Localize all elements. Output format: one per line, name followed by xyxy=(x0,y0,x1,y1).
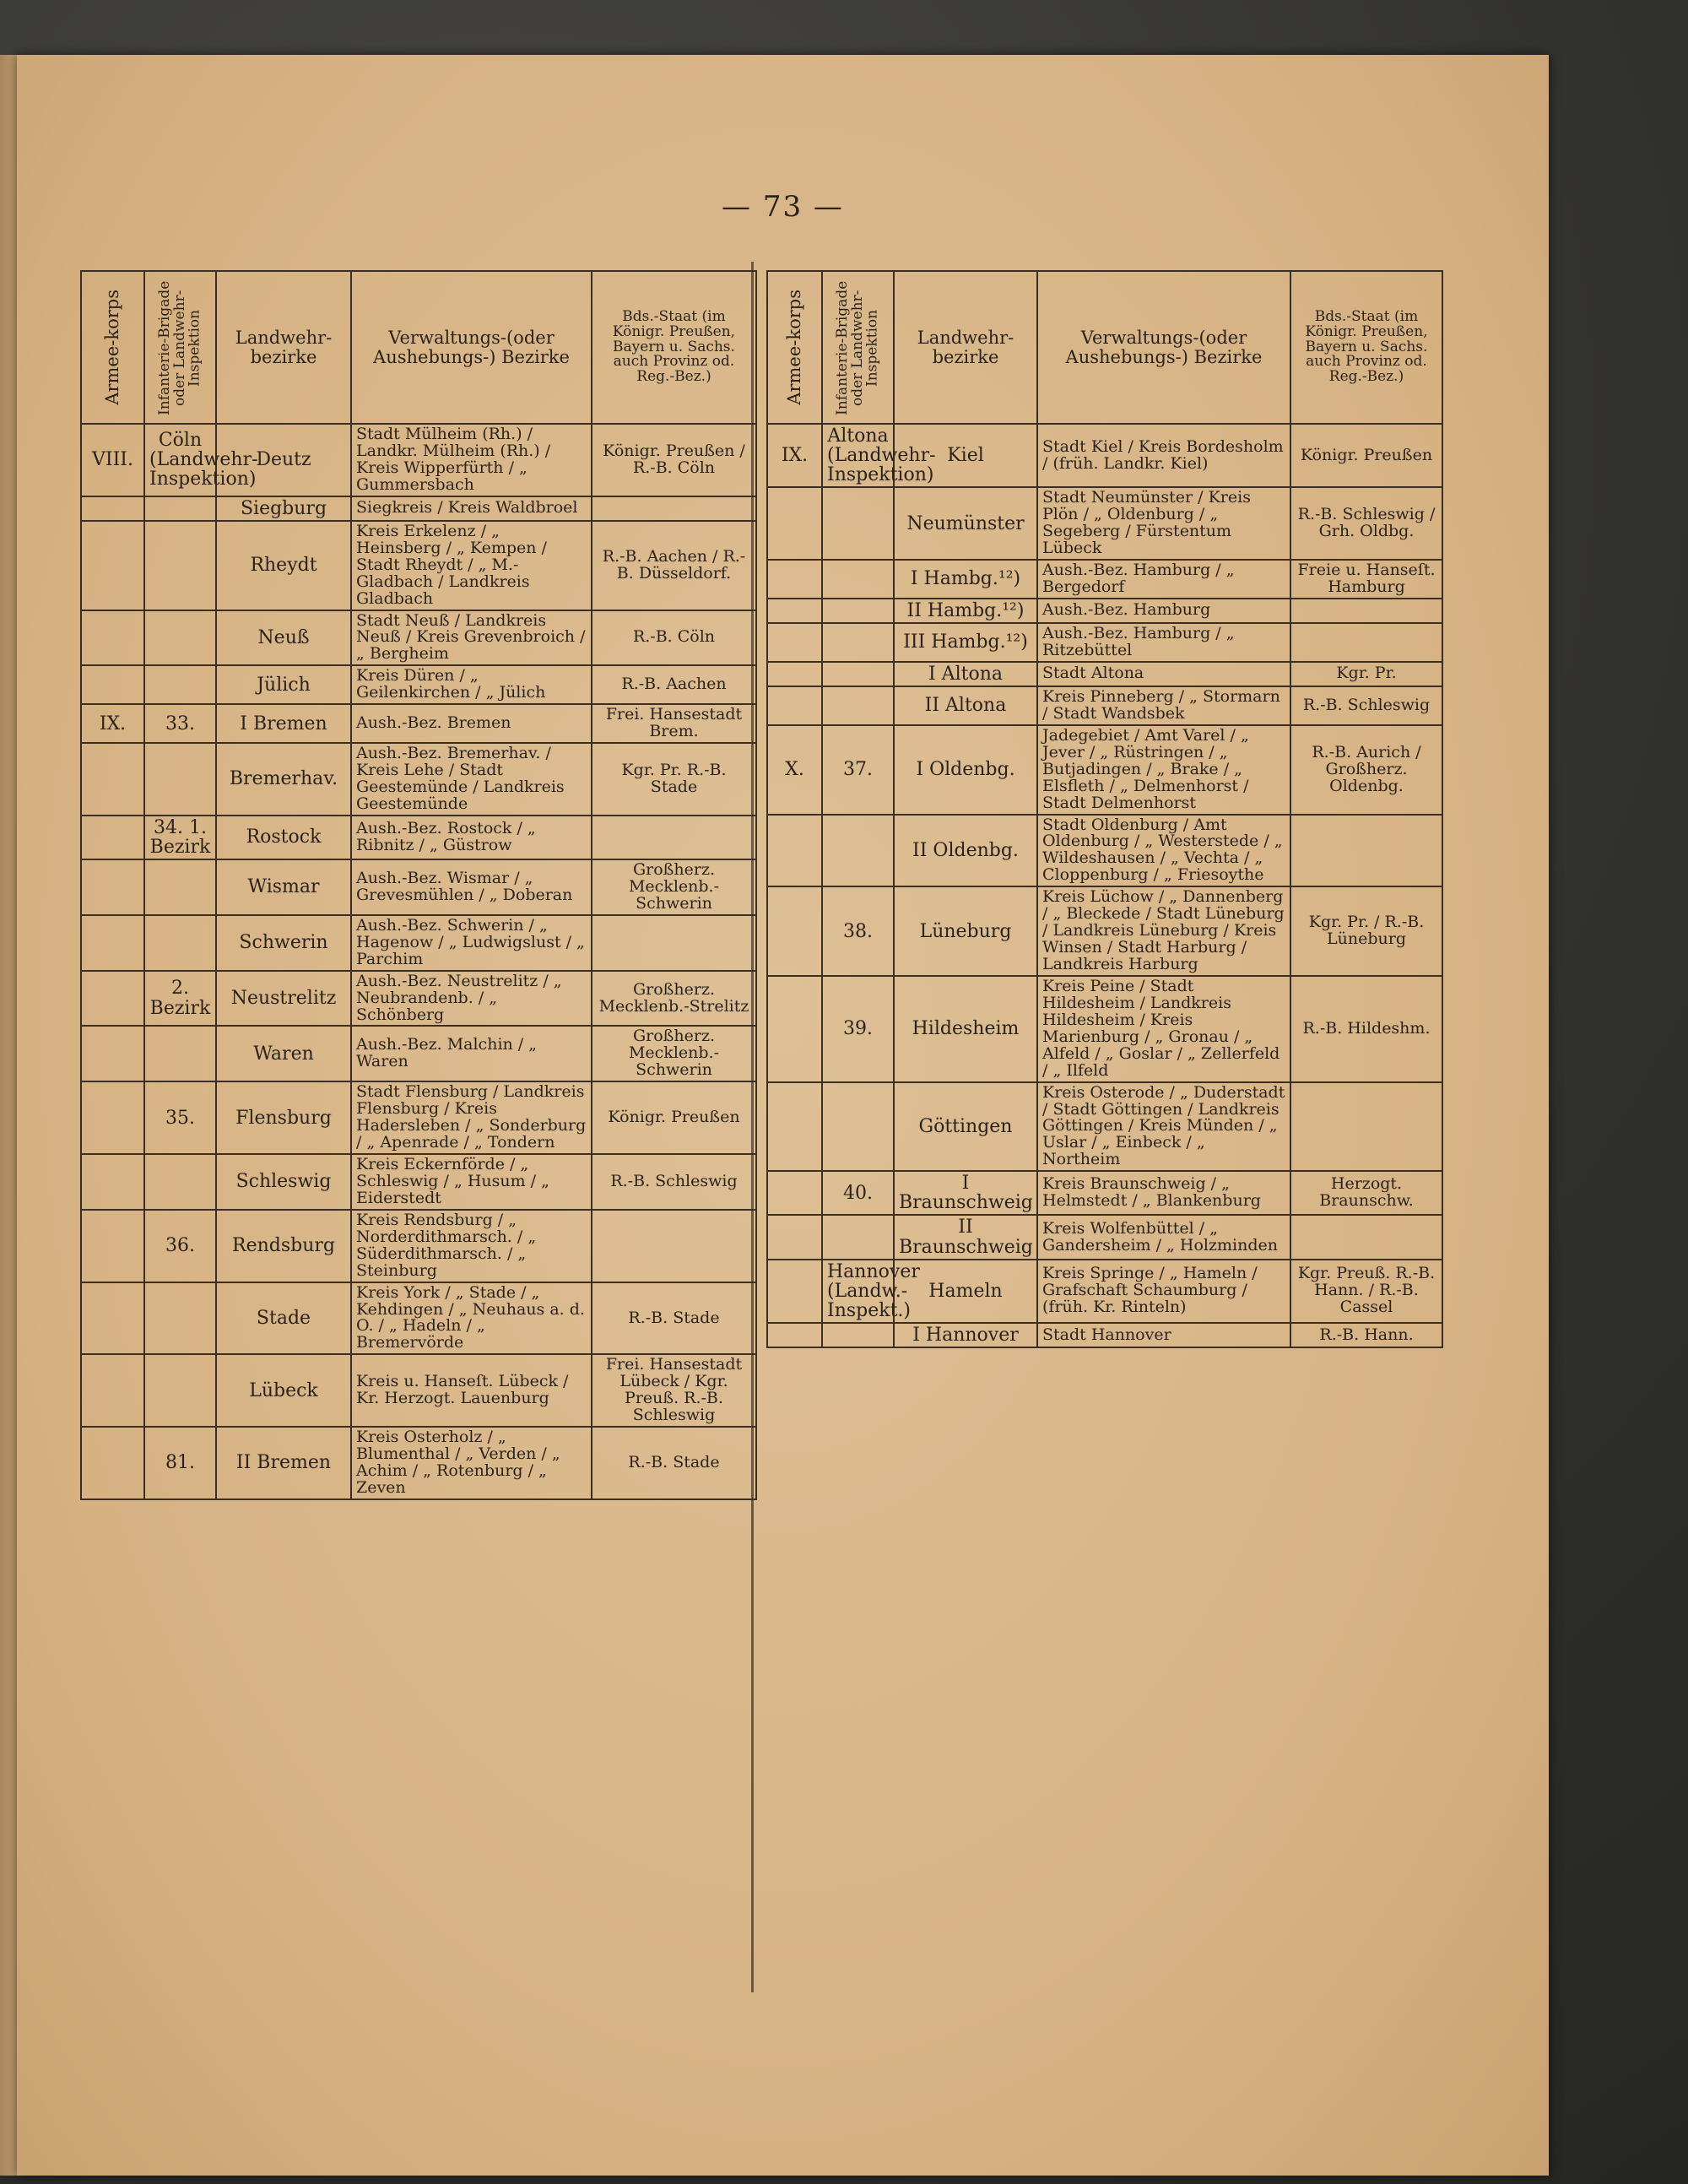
cell-korps xyxy=(81,1427,144,1499)
cell-staat xyxy=(1290,599,1442,623)
cell-staat: Kgr. Preuß. R.-B. Hann. / R.-B. Cassel xyxy=(1290,1260,1442,1323)
cell-bez: Waren xyxy=(216,1026,351,1081)
cell-korps xyxy=(81,521,144,610)
table-row xyxy=(81,521,756,610)
cell-staat: R.-B. Aurich / Großherz. Oldenbg. xyxy=(1290,725,1442,815)
cell-brig xyxy=(822,815,894,887)
cell-bez: Neustrelitz xyxy=(216,971,351,1027)
header-verwaltung: Verwaltungs-(oder Aushebungs-) Bezirke xyxy=(1037,271,1290,424)
cell-bez: Hameln xyxy=(894,1260,1037,1323)
cell-brig: 38. xyxy=(822,886,894,976)
header-landwehr: Landwehr-bezirke xyxy=(216,271,351,424)
table-row xyxy=(767,599,1442,623)
cell-bez: Lübeck xyxy=(216,1354,351,1427)
cell-korps xyxy=(767,686,822,725)
cell-brig xyxy=(822,686,894,725)
cell-verw: Kreis Lüchow / „ Dannenberg / „ Bleckede / Stadt Lüneburg / Landkreis Lüneburg / Kreis Winsen / Stadt Harburg / Landkreis Harburg xyxy=(1037,886,1290,976)
cell-verw: Aush.-Bez. Bremerhav. / Kreis Lehe / Stadt Geestemünde / Landkreis Geestemünde xyxy=(351,743,592,816)
cell-staat: R.-B. Aachen xyxy=(592,665,756,704)
cell-staat xyxy=(1290,623,1442,662)
cell-verw: Aush.-Bez. Hamburg / „ Ritzebüttel xyxy=(1037,623,1290,662)
cell-staat xyxy=(1290,815,1442,887)
cell-verw: Kreis Springe / „ Hameln / Grafschaft Schaumburg / (früh. Kr. Rinteln) xyxy=(1037,1260,1290,1323)
book-page xyxy=(17,55,1549,2176)
cell-staat xyxy=(592,915,756,971)
column-divider xyxy=(751,262,754,1992)
cell-verw: Kreis York / „ Stade / „ Kehdingen / „ Neuhaus a. d. O. / „ Hadeln / „ Bremervörde xyxy=(351,1282,592,1355)
cell-verw: Kreis Braunschweig / „ Helmstedt / „ Blankenburg xyxy=(1037,1171,1290,1215)
cell-korps xyxy=(767,1260,822,1323)
cell-brig xyxy=(144,859,216,915)
table-row xyxy=(81,743,756,816)
cell-brig: 34. 1. Bezirk xyxy=(144,816,216,859)
cell-verw: Jadegebiet / Amt Varel / „ Jever / „ Rüstringen / „ Butjadingen / „ Brake / „ Elsfleth / „ Delmenhorst / Stadt Delmenhorst xyxy=(1037,725,1290,815)
cell-verw: Kreis Rendsburg / „ Norderdithmarsch. / „ Süderdithmarsch. / „ Steinburg xyxy=(351,1210,592,1282)
cell-bez: I Altona xyxy=(894,662,1037,686)
cell-bez: Schwerin xyxy=(216,915,351,971)
cell-verw: Stadt Oldenburg / Amt Oldenburg / „ Westerstede / „ Wildeshausen / „ Vechta / „ Cloppenburg / „ Friesoythe xyxy=(1037,815,1290,887)
cell-staat: Herzogt. Braunschw. xyxy=(1290,1171,1442,1215)
cell-verw: Stadt Kiel / Kreis Bordesholm / (früh. Landkr. Kiel) xyxy=(1037,424,1290,487)
left-table-body xyxy=(81,424,756,1499)
cell-bez: Jülich xyxy=(216,665,351,704)
cell-brig xyxy=(144,665,216,704)
cell-brig xyxy=(144,1354,216,1427)
right-table xyxy=(766,270,1443,1348)
cell-verw: Kreis Pinneberg / „ Stormarn / Stadt Wandsbek xyxy=(1037,686,1290,725)
cell-bez: Rostock xyxy=(216,816,351,859)
table-row xyxy=(767,725,1442,815)
cell-korps xyxy=(767,886,822,976)
table-row xyxy=(767,560,1442,599)
cell-bez: Deutz xyxy=(216,424,351,496)
table-row xyxy=(767,487,1442,560)
cell-verw: Aush.-Bez. Hamburg xyxy=(1037,599,1290,623)
cell-brig xyxy=(822,560,894,599)
cell-brig: 40. xyxy=(822,1171,894,1215)
header-brigade: Infanterie-Brigade oder Landwehr-Inspektion xyxy=(144,271,216,424)
table-row xyxy=(81,704,756,743)
page-number: — 73 — xyxy=(722,190,844,224)
table-row xyxy=(767,424,1442,487)
cell-staat: Kgr. Pr. R.-B. Stade xyxy=(592,743,756,816)
cell-korps xyxy=(81,1210,144,1282)
cell-staat: Königr. Preußen xyxy=(592,1081,756,1154)
cell-verw: Stadt Flensburg / Landkreis Flensburg / Kreis Hadersleben / „ Sonderburg / „ Apenrade / „ Tondern xyxy=(351,1081,592,1154)
cell-verw: Aush.-Bez. Schwerin / „ Hagenow / „ Ludwigslust / „ Parchim xyxy=(351,915,592,971)
cell-verw: Stadt Mülheim (Rh.) / Landkr. Mülheim (Rh.) / Kreis Wipperfürth / „ Gummersbach xyxy=(351,424,592,496)
cell-korps xyxy=(767,1171,822,1215)
cell-staat: Großherz. Mecklenb.-Schwerin xyxy=(592,859,756,915)
cell-brig xyxy=(822,1323,894,1347)
cell-brig: Cöln (Landwehr-Inspektion) xyxy=(144,424,216,496)
cell-brig: 81. xyxy=(144,1427,216,1499)
cell-bez: Stade xyxy=(216,1282,351,1355)
cell-brig: 36. xyxy=(144,1210,216,1282)
cell-staat: Frei. Hansestadt Lübeck / Kgr. Preuß. R.-B. Schleswig xyxy=(592,1354,756,1427)
cell-brig: 2. Bezirk xyxy=(144,971,216,1027)
cell-bez: Schleswig xyxy=(216,1154,351,1210)
header-armeekorps: Armee-korps xyxy=(81,271,144,424)
cell-staat: R.-B. Hildeshm. xyxy=(1290,976,1442,1082)
cell-bez: Kiel xyxy=(894,424,1037,487)
cell-verw: Aush.-Bez. Wismar / „ Grevesmühlen / „ Doberan xyxy=(351,859,592,915)
cell-brig xyxy=(144,521,216,610)
cell-brig xyxy=(144,496,216,521)
cell-bez: Neumünster xyxy=(894,487,1037,560)
cell-bez: Göttingen xyxy=(894,1082,1037,1172)
cell-korps xyxy=(767,623,822,662)
cell-brig xyxy=(822,487,894,560)
cell-brig: 33. xyxy=(144,704,216,743)
cell-korps xyxy=(767,815,822,887)
cell-verw: Stadt Altona xyxy=(1037,662,1290,686)
cell-verw: Aush.-Bez. Rostock / „ Ribnitz / „ Güstrow xyxy=(351,816,592,859)
cell-staat: Königr. Preußen xyxy=(1290,424,1442,487)
cell-staat: Großherz. Mecklenb.-Strelitz xyxy=(592,971,756,1027)
cell-korps xyxy=(81,1282,144,1355)
cell-brig xyxy=(822,662,894,686)
cell-staat: R.-B. Aachen / R.-B. Düsseldorf. xyxy=(592,521,756,610)
cell-brig xyxy=(144,1026,216,1081)
header-brigade: Infanterie-Brigade oder Landwehr-Inspektion xyxy=(822,271,894,424)
table-row xyxy=(81,1081,756,1154)
header-landwehr: Landwehr-bezirke xyxy=(894,271,1037,424)
cell-korps xyxy=(81,915,144,971)
cell-staat: R.-B. Stade xyxy=(592,1427,756,1499)
cell-bez: Hildesheim xyxy=(894,976,1037,1082)
table-row xyxy=(767,1171,1442,1215)
table-row xyxy=(81,816,756,859)
cell-bez: I Hannover xyxy=(894,1323,1037,1347)
cell-brig: Altona (Landwehr-Inspektion) xyxy=(822,424,894,487)
cell-verw: Stadt Neumünster / Kreis Plön / „ Oldenburg / „ Segeberg / Fürstentum Lübeck xyxy=(1037,487,1290,560)
cell-staat: Königr. Preußen / R.-B. Cöln xyxy=(592,424,756,496)
cell-korps xyxy=(81,743,144,816)
cell-korps xyxy=(81,859,144,915)
header-staat: Bds.-Staat (im Königr. Preußen, Bayern u. Sachs. auch Provinz od. Reg.-Bez.) xyxy=(592,271,756,424)
cell-verw: Kreis Eckernförde / „ Schleswig / „ Husum / „ Eiderstedt xyxy=(351,1154,592,1210)
cell-korps xyxy=(767,1082,822,1172)
cell-staat: Freie u. Hanseſt. Hamburg xyxy=(1290,560,1442,599)
cell-staat: R.-B. Schleswig / Grh. Oldbg. xyxy=(1290,487,1442,560)
cell-brig: 39. xyxy=(822,976,894,1082)
cell-verw: Aush.-Bez. Hamburg / „ Bergedorf xyxy=(1037,560,1290,599)
table-row xyxy=(767,1323,1442,1347)
table-row xyxy=(81,610,756,666)
cell-verw: Stadt Hannover xyxy=(1037,1323,1290,1347)
cell-staat: Frei. Hansestadt Brem. xyxy=(592,704,756,743)
cell-staat: Kgr. Pr. xyxy=(1290,662,1442,686)
cell-korps xyxy=(767,487,822,560)
table-row xyxy=(81,1354,756,1427)
cell-bez: I Hambg.¹²) xyxy=(894,560,1037,599)
cell-korps xyxy=(81,1081,144,1154)
cell-bez: Wismar xyxy=(216,859,351,915)
cell-korps xyxy=(81,1354,144,1427)
cell-bez: Neuß xyxy=(216,610,351,666)
cell-bez: Lüneburg xyxy=(894,886,1037,976)
table-row xyxy=(81,859,756,915)
cell-verw: Kreis Peine / Stadt Hildesheim / Landkreis Hildesheim / Kreis Marienburg / „ Gronau / „ Alfeld / „ Goslar / „ Zellerfeld / „ Ilfeld xyxy=(1037,976,1290,1082)
cell-bez: I Bremen xyxy=(216,704,351,743)
cell-verw: Stadt Neuß / Landkreis Neuß / Kreis Grevenbroich / „ Bergheim xyxy=(351,610,592,666)
cell-staat xyxy=(1290,1215,1442,1259)
cell-korps xyxy=(767,662,822,686)
cell-brig xyxy=(822,599,894,623)
table-row xyxy=(81,1282,756,1355)
cell-staat: R.-B. Hann. xyxy=(1290,1323,1442,1347)
cell-verw: Siegkreis / Kreis Waldbroel xyxy=(351,496,592,521)
table-row xyxy=(81,1154,756,1210)
cell-verw: Aush.-Bez. Bremen xyxy=(351,704,592,743)
table-row xyxy=(767,686,1442,725)
table-row xyxy=(81,971,756,1027)
cell-staat xyxy=(592,1210,756,1282)
cell-korps xyxy=(81,610,144,666)
table-row xyxy=(81,665,756,704)
cell-staat: R.-B. Stade xyxy=(592,1282,756,1355)
cell-bez: II Bremen xyxy=(216,1427,351,1499)
cell-brig xyxy=(144,1282,216,1355)
cell-korps xyxy=(81,816,144,859)
cell-staat: Großherz. Mecklenb.-Schwerin xyxy=(592,1026,756,1081)
cell-brig xyxy=(822,623,894,662)
cell-bez: I Oldenbg. xyxy=(894,725,1037,815)
header-verwaltung: Verwaltungs-(oder Aushebungs-) Bezirke xyxy=(351,271,592,424)
cell-bez: Flensburg xyxy=(216,1081,351,1154)
cell-staat xyxy=(1290,1082,1442,1172)
cell-korps xyxy=(81,971,144,1027)
cell-verw: Kreis Düren / „ Geilenkirchen / „ Jülich xyxy=(351,665,592,704)
cell-staat: R.-B. Schleswig xyxy=(592,1154,756,1210)
cell-korps: X. xyxy=(767,725,822,815)
cell-korps: VIII. xyxy=(81,424,144,496)
cell-bez: Rendsburg xyxy=(216,1210,351,1282)
cell-staat xyxy=(592,496,756,521)
cell-korps xyxy=(81,1026,144,1081)
cell-verw: Kreis Osterode / „ Duderstadt / Stadt Göttingen / Landkreis Göttingen / Kreis Münden / „ Uslar / „ Einbeck / „ Northeim xyxy=(1037,1082,1290,1172)
cell-verw: Kreis Erkelenz / „ Heinsberg / „ Kempen / Stadt Rheydt / „ M.-Gladbach / Landkreis Gladbach xyxy=(351,521,592,610)
cell-bez: Rheydt xyxy=(216,521,351,610)
cell-korps xyxy=(81,1154,144,1210)
cell-bez: II Hambg.¹²) xyxy=(894,599,1037,623)
table-row xyxy=(767,1260,1442,1323)
cell-bez: III Hambg.¹²) xyxy=(894,623,1037,662)
cell-korps xyxy=(767,599,822,623)
table-row xyxy=(767,1082,1442,1172)
cell-brig xyxy=(144,610,216,666)
table-row xyxy=(767,815,1442,887)
cell-brig: 35. xyxy=(144,1081,216,1154)
table-row xyxy=(81,1026,756,1081)
cell-verw: Kreis Osterholz / „ Blumenthal / „ Verden / „ Achim / „ Rotenburg / „ Zeven xyxy=(351,1427,592,1499)
cell-korps: IX. xyxy=(767,424,822,487)
table-row xyxy=(767,976,1442,1082)
cell-brig: 37. xyxy=(822,725,894,815)
cell-korps xyxy=(81,665,144,704)
cell-bez: Bremerhav. xyxy=(216,743,351,816)
cell-brig xyxy=(144,915,216,971)
cell-staat xyxy=(592,816,756,859)
table-row xyxy=(81,496,756,521)
cell-korps xyxy=(81,496,144,521)
cell-staat: Kgr. Pr. / R.-B. Lüneburg xyxy=(1290,886,1442,976)
cell-brig xyxy=(822,1082,894,1172)
cell-staat: R.-B. Cöln xyxy=(592,610,756,666)
table-row xyxy=(81,915,756,971)
table-row xyxy=(767,886,1442,976)
right-table-body xyxy=(767,424,1442,1347)
left-table xyxy=(80,270,757,1500)
table-row xyxy=(81,424,756,496)
cell-verw: Kreis Wolfenbüttel / „ Gandersheim / „ Holzminden xyxy=(1037,1215,1290,1259)
cell-bez: II Oldenbg. xyxy=(894,815,1037,887)
header-staat: Bds.-Staat (im Königr. Preußen, Bayern u. Sachs. auch Provinz od. Reg.-Bez.) xyxy=(1290,271,1442,424)
cell-bez: II Braunschweig xyxy=(894,1215,1037,1259)
cell-brig xyxy=(144,743,216,816)
cell-bez: I Braunschweig xyxy=(894,1171,1037,1215)
cell-verw: Aush.-Bez. Malchin / „ Waren xyxy=(351,1026,592,1081)
cell-brig xyxy=(822,1215,894,1259)
cell-verw: Aush.-Bez. Neustrelitz / „ Neubrandenb. / „ Schönberg xyxy=(351,971,592,1027)
table-row xyxy=(767,1215,1442,1259)
cell-korps: IX. xyxy=(81,704,144,743)
cell-bez: Siegburg xyxy=(216,496,351,521)
cell-korps xyxy=(767,560,822,599)
cell-staat: R.-B. Schleswig xyxy=(1290,686,1442,725)
table-row xyxy=(767,623,1442,662)
header-armeekorps: Armee-korps xyxy=(767,271,822,424)
cell-brig xyxy=(144,1154,216,1210)
cell-bez: II Altona xyxy=(894,686,1037,725)
cell-korps xyxy=(767,1215,822,1259)
cell-brig: Hannover (Landw.-Inspekt.) xyxy=(822,1260,894,1323)
table-row xyxy=(81,1210,756,1282)
table-row xyxy=(767,662,1442,686)
cell-verw: Kreis u. Hanseſt. Lübeck / Kr. Herzogt. Lauenburg xyxy=(351,1354,592,1427)
table-row xyxy=(81,1427,756,1499)
cell-korps xyxy=(767,976,822,1082)
cell-korps xyxy=(767,1323,822,1347)
